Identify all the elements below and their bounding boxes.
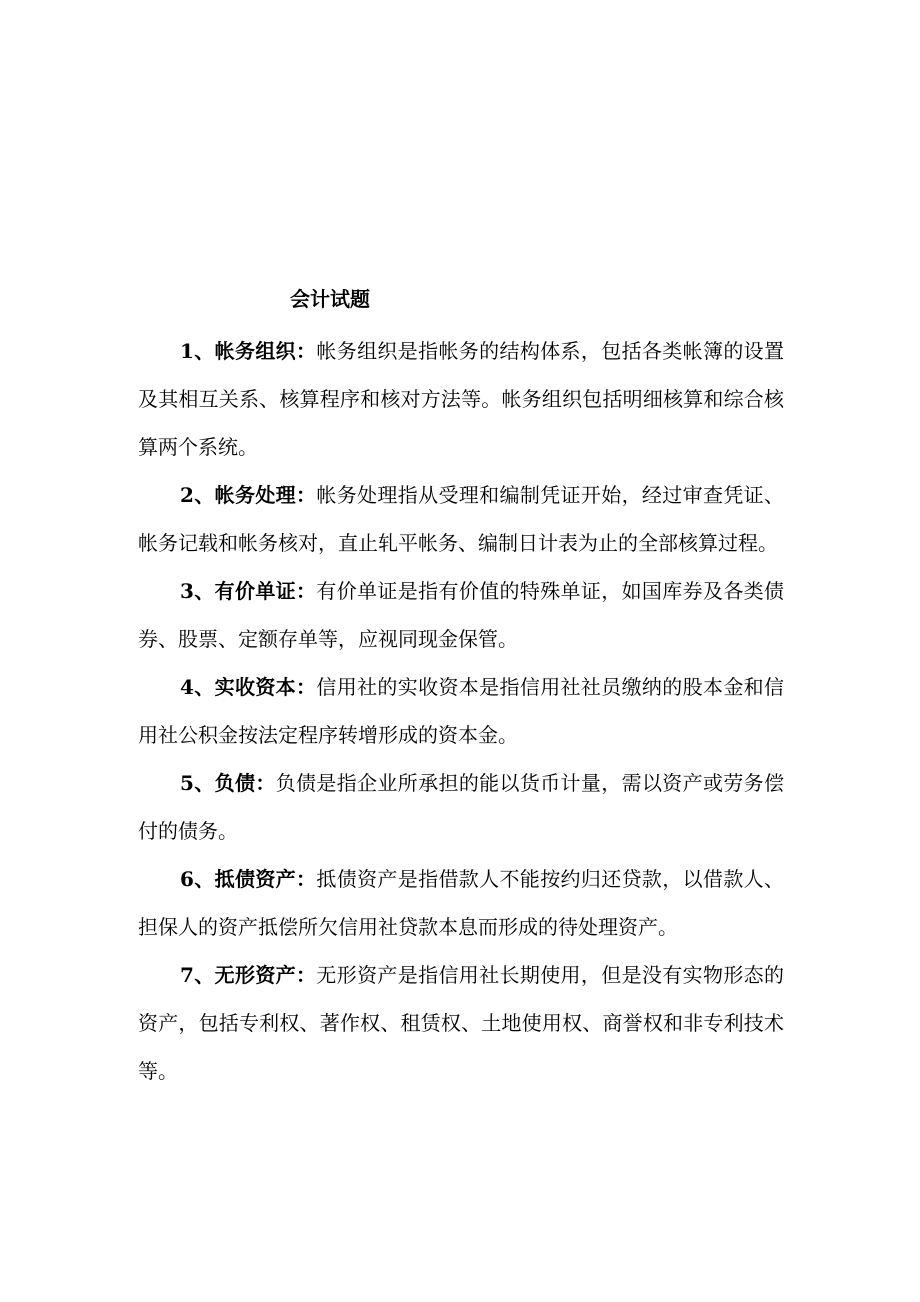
definition-item-6 — [138, 855, 784, 951]
document-title: 会计试题 — [290, 287, 370, 311]
item-term: 抵债资产 — [214, 867, 297, 891]
definition-item-7 — [138, 951, 784, 1095]
item-term: 实收资本 — [214, 675, 297, 699]
item-definition: 帐务组织是指帐务的结构体系，包括各类帐簿的设置及其相互关系、核算程序和核对方法等。帐务组织包括明细核算和综合核算两个系统。 — [138, 339, 785, 459]
item-definition: 无形资产是指信用社长期使用，但是没有实物形态的资产，包括专利权、著作权、租赁权、土地使用权、商誉权和非专利技术等。 — [138, 963, 785, 1083]
item-number: 4、 — [180, 675, 215, 699]
definition-item-3 — [138, 567, 784, 663]
item-number: 6、 — [180, 867, 215, 891]
item-definition: 帐务处理指从受理和编制凭证开始，经过审查凭证、帐务记载和帐务核对，直止轧平帐务、编制日计表为止的全部核算过程。 — [138, 483, 785, 555]
item-colon: ： — [296, 579, 317, 603]
item-term: 负债 — [214, 771, 256, 795]
item-definition: 信用社的实收资本是指信用社社员缴纳的股本金和信用社公积金按法定程序转增形成的资本金。 — [138, 675, 785, 747]
definition-item-1 — [138, 327, 784, 471]
item-number: 5、 — [180, 771, 215, 795]
definition-item-5 — [138, 759, 784, 855]
item-term: 有价单证 — [214, 579, 297, 603]
item-colon: ： — [296, 339, 317, 363]
item-colon: ： — [296, 867, 317, 891]
item-term: 帐务组织 — [214, 339, 297, 363]
item-number: 2、 — [180, 483, 215, 507]
definition-item-4 — [138, 663, 784, 759]
item-colon: ： — [296, 675, 317, 699]
item-term: 无形资产 — [214, 963, 297, 987]
item-definition: 负债是指企业所承担的能以货币计量，需以资产或劳务偿付的债务。 — [138, 771, 785, 843]
item-number: 3、 — [180, 579, 215, 603]
definition-item-2 — [138, 471, 784, 567]
item-colon: ： — [296, 963, 317, 987]
definition-list — [138, 327, 784, 1095]
item-term: 帐务处理 — [214, 483, 297, 507]
item-number: 1、 — [180, 339, 215, 363]
item-definition: 有价单证是指有价值的特殊单证，如国库券及各类债券、股票、定额存单等，应视同现金保管。 — [138, 579, 785, 651]
item-colon: ： — [296, 483, 317, 507]
item-definition: 抵债资产是指借款人不能按约归还贷款，以借款人、担保人的资产抵偿所欠信用社贷款本息而形成的待处理资产。 — [138, 867, 785, 939]
item-number: 7、 — [180, 963, 215, 987]
item-colon: ： — [255, 771, 276, 795]
